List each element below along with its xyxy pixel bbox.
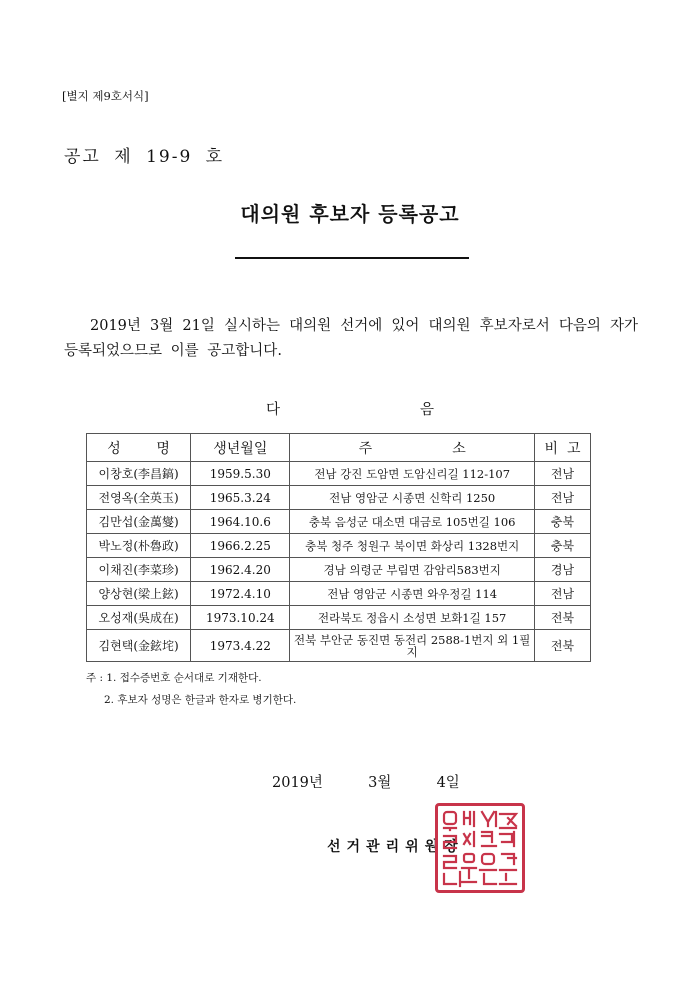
signer-title: 선거관리위원장 [327,839,464,855]
cell-address: 전남 영암군 시종면 와우정길 114 [290,582,535,606]
cell-address: 전남 강진 도암면 도암신리길 112-107 [290,462,535,486]
cell-name: 이창호(李昌鎬) [87,462,191,486]
cell-birth: 1973.10.24 [191,606,290,630]
cell-name: 김현택(金鉉垞) [87,630,191,662]
table-row [87,606,591,630]
cell-note: 전남 [535,582,591,606]
table-row [87,534,591,558]
cell-address: 전라북도 정읍시 소성면 보화1길 157 [290,606,535,630]
candidate-table [86,433,591,662]
notice-paragraph: 2019년 3월 21일 실시하는 대의원 선거에 있어 대의원 후보자로서 다음의 자가 등록되었으므로 이를 공고합니다. [64,318,638,359]
cell-address: 전북 부안군 동진면 동전리 2588-1번지 외 1필지 [290,630,535,662]
cell-address: 전남 영암군 시종면 신학리 1250 [290,486,535,510]
cell-name: 오성재(吳成在) [87,606,191,630]
notice-date: 2019년 3월 4일 [272,775,460,791]
cell-birth: 1962.4.20 [191,558,290,582]
following-heading-right: 음 [420,402,435,418]
footnote-1: 주 : 1. 접수증번호 순서대로 기재한다. [86,672,262,684]
header-address: 주 소 [290,434,535,462]
following-heading [0,398,700,419]
form-number-tag: [별지 제9호서식] [62,89,149,103]
footnotes [86,667,296,711]
header-birth: 생년월일 [191,434,290,462]
footnote-2: 2. 후보자 성명은 한글과 한자로 병기한다. [104,694,297,706]
title-underline [235,257,469,259]
document-title: 대의원 후보자 등록공고 [240,202,460,226]
cell-address: 충북 음성군 대소면 대금로 105번길 106 [290,510,535,534]
cell-name: 김만섭(金萬燮) [87,510,191,534]
table-row [87,510,591,534]
cell-birth: 1972.4.10 [191,582,290,606]
cell-address: 경남 의령군 부림면 감암리583번지 [290,558,535,582]
table-row [87,630,591,662]
cell-address: 충북 청주 청원구 북이면 화상리 1328번지 [290,534,535,558]
cell-note: 전남 [535,486,591,510]
header-note: 비 고 [535,434,591,462]
cell-name: 전영옥(全英玉) [87,486,191,510]
cell-note: 충북 [535,534,591,558]
cell-note: 전북 [535,606,591,630]
official-seal [435,803,525,893]
table-row [87,582,591,606]
table-row [87,486,591,510]
cell-birth: 1959.5.30 [191,462,290,486]
cell-birth: 1964.10.6 [191,510,290,534]
cell-note: 전북 [535,630,591,662]
cell-note: 충북 [535,510,591,534]
cell-birth: 1965.3.24 [191,486,290,510]
table-row [87,462,591,486]
header-name: 성 명 [87,434,191,462]
cell-note: 전남 [535,462,591,486]
table-row [87,558,591,582]
cell-name: 박노정(朴魯政) [87,534,191,558]
seal-graphic [438,806,522,890]
cell-name: 양상현(梁上鉉) [87,582,191,606]
cell-note: 경남 [535,558,591,582]
notice-number: 공고 제 19-9 호 [64,147,225,167]
cell-birth: 1966.2.25 [191,534,290,558]
following-heading-left: 다 [265,402,280,418]
table-header-row [87,434,591,462]
cell-name: 이채진(李菜珍) [87,558,191,582]
cell-birth: 1973.4.22 [191,630,290,662]
